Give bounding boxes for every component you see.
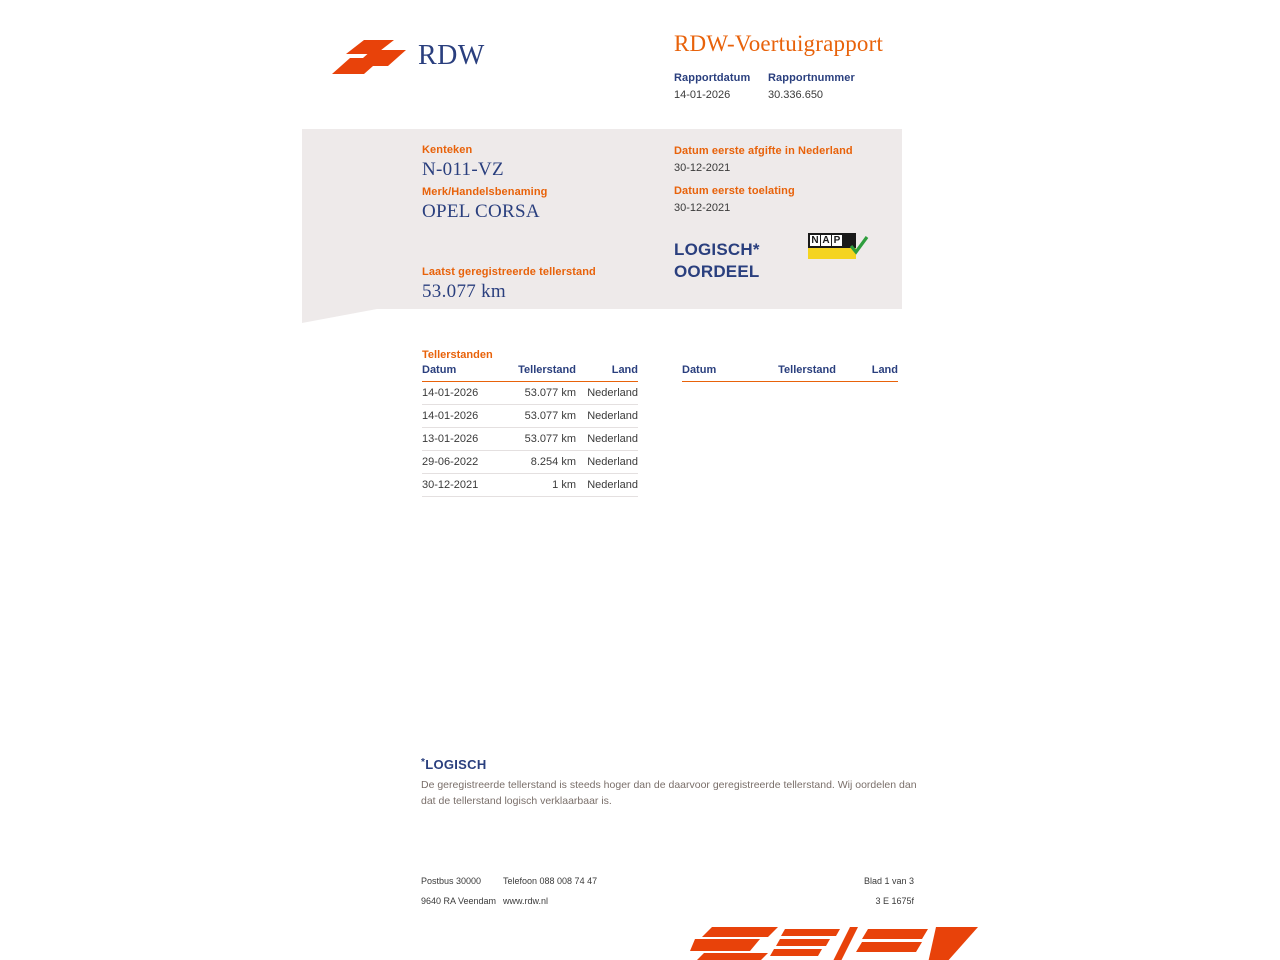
report-date [674,72,754,101]
cell-tellerstand: 53.077 km [504,382,576,405]
footer-form-code: 3 E 1675f [875,896,914,906]
first-admission-label: Datum eerste toelating [674,185,795,197]
cell-land: Nederland [576,428,638,451]
column-header-datum: Datum [422,364,504,382]
note-title [421,757,487,772]
footer-phone: Telefoon 088 008 74 47 [503,876,598,886]
check-icon [848,234,870,256]
page-footer [421,876,914,916]
table-row [422,474,638,497]
cell-land: Nederland [576,382,638,405]
last-odometer-value: 53.077 km [422,281,506,302]
report-date-value: 14-01-2026 [674,89,731,101]
verdict-line-2: OORDEEL [674,262,760,281]
footer-row-2 [421,896,914,906]
table-row [422,428,638,451]
kenteken-field [422,144,504,181]
merk-label: Merk/Handelsbenaming [422,186,548,198]
report-number-value: 30.336.650 [768,89,824,101]
kenteken-label: Kenteken [422,144,473,156]
footer-address-line2: 9640 RA Veendam [421,896,497,906]
rdw-logo-block [330,22,630,82]
column-header-tellerstand: Tellerstand [504,364,576,382]
vehicle-summary-panel [302,129,902,309]
nap-stamp-icon [808,233,870,261]
cell-tellerstand: 53.077 km [504,428,576,451]
note-body: De geregistreerde tellerstand is steeds hoger dan de daarvoor geregistreerde tellerstand. Wij oordelen dan dat de tellerstand logisch verklaarbaar is. [421,779,917,807]
first-registration-nl-label: Datum eerste afgifte in Nederland [674,145,853,157]
verdict-line-1: LOGISCH* [674,240,760,259]
cell-tellerstand: 8.254 km [504,451,576,474]
nap-letter-a: A [822,235,830,246]
cell-land: Nederland [576,474,638,497]
merk-value: OPEL CORSA [422,201,540,222]
cell-land: Nederland [576,451,638,474]
cell-land: Nederland [576,405,638,428]
column-header-land: Land [836,364,898,382]
cell-datum: 13-01-2026 [422,428,504,451]
nap-letter-n: N [811,235,819,246]
cell-datum: 14-01-2026 [422,405,504,428]
rdw-arrow-logo-icon [330,36,410,78]
panel-notch [302,309,377,323]
note-title-text: LOGISCH [425,757,487,772]
table-row [422,382,638,405]
first-registration-nl-value: 30-12-2021 [674,162,731,174]
report-number-label: Rapportnummer [768,72,855,84]
report-title: RDW-Voertuigrapport [674,31,884,56]
column-header-datum: Datum [682,364,764,382]
report-number [768,72,878,101]
odometer-table-left [422,364,638,497]
table-header-row [682,364,898,382]
report-date-label: Rapportdatum [674,72,751,84]
rdw-footer-logo-icon [690,925,980,960]
cell-tellerstand: 1 km [504,474,576,497]
footer-website: www.rdw.nl [503,896,549,906]
first-registration-nl-field [674,145,853,174]
cell-datum: 14-01-2026 [422,382,504,405]
kenteken-value: N-011-VZ [422,159,504,180]
odometer-rows-left [422,382,638,497]
column-header-land: Land [576,364,638,382]
merk-field [422,186,547,223]
table-row [422,405,638,428]
first-admission-value: 30-12-2021 [674,202,731,214]
first-admission-field [674,185,795,214]
footer-row-1 [421,876,914,886]
footer-page-number: Blad 1 van 3 [863,876,914,886]
table-header-row [422,364,638,382]
verdict-block [674,239,760,283]
odometer-table-right [682,364,898,382]
footer-address-line1: Postbus 30000 [421,876,482,886]
last-odometer-label: Laatst geregistreerde tellerstand [422,266,596,278]
note-star: * [421,757,426,768]
cell-datum: 29-06-2022 [422,451,504,474]
odometer-section-title: Tellerstanden [422,349,493,361]
rdw-wordmark: RDW [418,40,485,71]
nap-letter-p: P [833,235,841,246]
last-odometer-field [422,266,596,303]
cell-tellerstand: 53.077 km [504,405,576,428]
report-meta [674,72,878,101]
table-row [422,451,638,474]
column-header-tellerstand: Tellerstand [764,364,836,382]
cell-datum: 30-12-2021 [422,474,504,497]
